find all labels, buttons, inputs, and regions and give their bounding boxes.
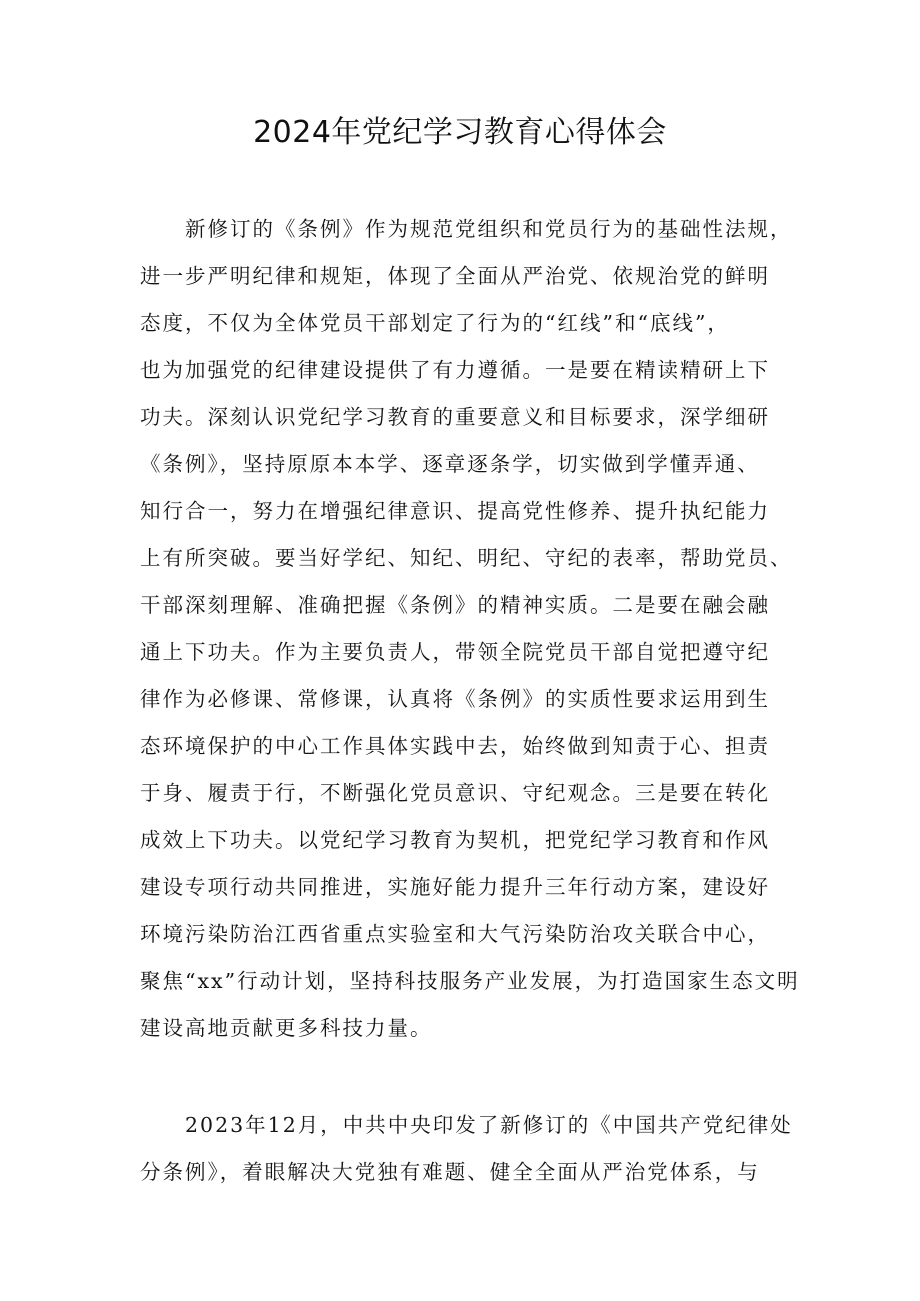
text-line: 分条例》，着眼解决大党独有难题、健全全面从严治党体系，与 <box>140 1160 760 1184</box>
text-line: 干部深刻理解、准确把握《条例》的精神实质。二是要在融会融 <box>140 593 770 617</box>
text-line: 态环境保护的中心工作具体实践中去，始终做到知责于心、担责 <box>140 734 770 758</box>
paragraph-2 <box>140 1102 800 1196</box>
text-line: 新修订的《条例》作为规范党组织和党员行为的基础性法规， <box>185 217 793 241</box>
text-line: 功夫。深刻认识党纪学习教育的重要意义和目标要求，深学细研 <box>140 405 770 429</box>
text-line: 也为加强党的纪律建设提供了有力遵循。一是要在精读精研上下 <box>140 358 770 382</box>
text-line: 《条例》，坚持原原本本学、逐章逐条学，切实做到学懂弄通、 <box>140 452 760 476</box>
text-line: 通上下功夫。作为主要负责人，带领全院党员干部自觉把遵守纪 <box>140 640 770 664</box>
text-line: 态度，不仅为全体党员干部划定了行为的“红线”和“底线”， <box>140 311 730 335</box>
text-line: 2023年12月，中共中央印发了新修订的《中国共产党纪律处 <box>185 1113 793 1137</box>
text-line: 进一步严明纪律和规矩，体现了全面从严治党、依规治党的鲜明 <box>140 264 770 288</box>
text-line: 建设专项行动共同推进，实施好能力提升三年行动方案，建设好 <box>140 875 770 899</box>
text-line: 成效上下功夫。以党纪学习教育为契机，把党纪学习教育和作风 <box>140 828 770 852</box>
text-line: 上有所突破。要当好学纪、知纪、明纪、守纪的表率，帮助党员、 <box>140 546 793 570</box>
text-line: 环境污染防治江西省重点实验室和大气污染防治攻关联合中心， <box>140 922 770 946</box>
text-line: 知行合一，努力在增强纪律意识、提高党性修养、提升执纪能力 <box>140 499 770 523</box>
paragraph-1 <box>140 206 800 1052</box>
text-line: 于身、履责于行，不断强化党员意识、守纪观念。三是要在转化 <box>140 781 770 805</box>
text-line: 建设高地贡献更多科技力量。 <box>140 1016 433 1040</box>
document-title: 2024年党纪学习教育心得体会 <box>253 115 667 150</box>
text-line: 聚焦“xx”行动计划，坚持科技服务产业发展，为打造国家生态文明 <box>140 969 800 993</box>
text-line: 律作为必修课、常修课，认真将《条例》的实质性要求运用到生 <box>140 687 770 711</box>
